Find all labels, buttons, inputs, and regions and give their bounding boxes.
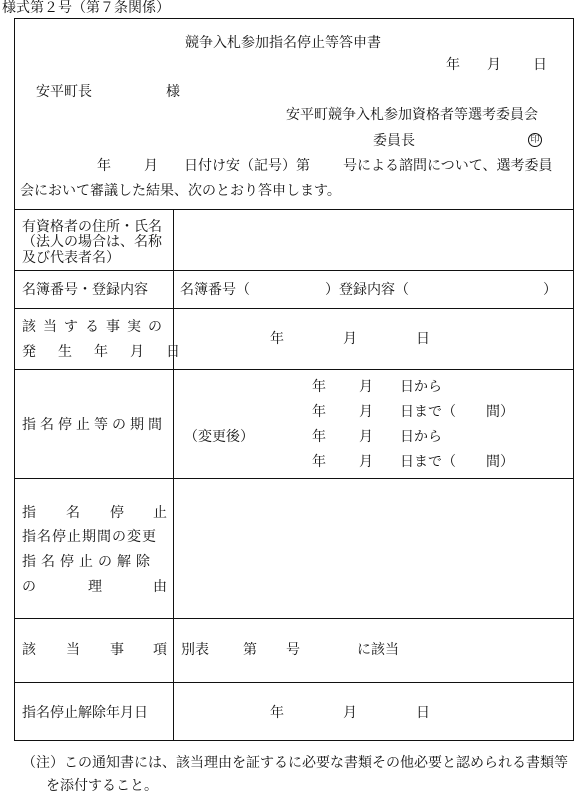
period-1-day: 日から (400, 379, 442, 395)
period-3-month: 月 (359, 429, 373, 445)
item-v2: 第 (243, 642, 257, 658)
frame-top (14, 18, 574, 19)
period-1-month: 月 (359, 379, 373, 395)
holder-label-2: （法人の場合は、名称 (22, 234, 162, 250)
document-title: 競争入札参加指名停止等答申書 (185, 35, 381, 51)
fact-month: 月 (343, 331, 357, 347)
period-4-year: 年 (312, 454, 326, 470)
reason-l4a: の (22, 579, 36, 595)
seal-mark (528, 133, 542, 147)
row-line-3 (14, 308, 574, 309)
item-v4: に該当 (357, 642, 399, 658)
body-line-2: 会において審議した結果、次のとおり答申します。 (20, 183, 341, 199)
form-label: 様式第２号（第７条関係） (2, 0, 170, 16)
body-month: 月 (144, 158, 158, 174)
body-year: 年 (97, 158, 111, 174)
release-month: 月 (343, 705, 357, 721)
holder-label-3: 及び代表者名） (22, 250, 120, 266)
reason-l4c: 由 (153, 579, 167, 595)
register-close: ） (543, 282, 557, 298)
sender-org: 安平町競争入札参加資格者等選考委員会 (286, 107, 538, 123)
reason-l1a: 指 (22, 505, 36, 521)
sender-title: 委員長 (373, 133, 415, 149)
period-3-day: 日から (400, 429, 442, 445)
reason-l1d: 止 (153, 505, 167, 521)
date-month: 月 (487, 57, 501, 73)
item-v1: 別表 (181, 642, 209, 658)
item-v3: 号 (286, 642, 300, 658)
item-ld: 項 (153, 642, 167, 658)
reason-l4b: 理 (88, 579, 102, 595)
row-line-6 (14, 618, 574, 619)
release-year: 年 (270, 705, 284, 721)
period-2-year: 年 (312, 404, 326, 420)
register-content: ）登録内容（ (325, 282, 409, 298)
column-divider (173, 209, 174, 741)
period-4-day: 日まで（ (400, 454, 456, 470)
body-ref-rest: 号による諮問について、選考委員 (343, 158, 553, 174)
period-3-year: 年 (312, 429, 326, 445)
row-line-1 (14, 209, 574, 210)
period-2-extra: 間） (486, 404, 514, 420)
frame-bottom (14, 740, 574, 741)
row-line-5 (14, 478, 574, 479)
body-ref: 日付け安（記号）第 (184, 158, 310, 174)
row-line-4 (14, 369, 574, 370)
period-change: （変更後） (184, 429, 254, 445)
register-label: 名簿番号・登録内容 (22, 282, 148, 298)
release-day: 日 (416, 705, 430, 721)
seal-label: 印 (530, 134, 540, 145)
period-4-month: 月 (359, 454, 373, 470)
frame-left (14, 18, 15, 741)
period-label: 指名停止等の期間 (22, 417, 166, 433)
period-2-month: 月 (359, 404, 373, 420)
date-day: 日 (533, 57, 547, 73)
period-1-year: 年 (312, 379, 326, 395)
release-label: 指名停止解除年月日 (22, 705, 148, 721)
note-line-1: （注）この通知書には、該当理由を証するに必要な書類その他必要と認められる書類等 (22, 755, 568, 771)
holder-label-1: 有資格者の住所・氏名 (22, 219, 162, 235)
reason-l2: 指名停止期間の変更 (22, 529, 157, 545)
fact-label-2: 発生年月日 (22, 344, 202, 360)
addressee-sama: 様 (166, 84, 180, 100)
reason-l3: 指名停止の解除 (22, 554, 155, 570)
item-lb: 当 (66, 642, 80, 658)
row-line-7 (14, 682, 574, 683)
item-la: 該 (22, 642, 36, 658)
register-number: 名簿番号（ (180, 282, 250, 298)
item-lc: 事 (110, 642, 124, 658)
reason-l1b: 名 (66, 505, 80, 521)
reason-l1c: 停 (110, 505, 124, 521)
fact-day: 日 (416, 331, 430, 347)
period-2-day: 日まで（ (400, 404, 456, 420)
row-line-2 (14, 270, 574, 271)
fact-label-1: 該当する事実の (22, 319, 169, 335)
date-year: 年 (446, 57, 460, 73)
addressee-name: 安平町長 (36, 84, 92, 100)
frame-right (573, 18, 574, 741)
period-4-extra: 間） (486, 454, 514, 470)
note-line-2: を添付すること。 (46, 778, 158, 794)
fact-year: 年 (270, 331, 284, 347)
